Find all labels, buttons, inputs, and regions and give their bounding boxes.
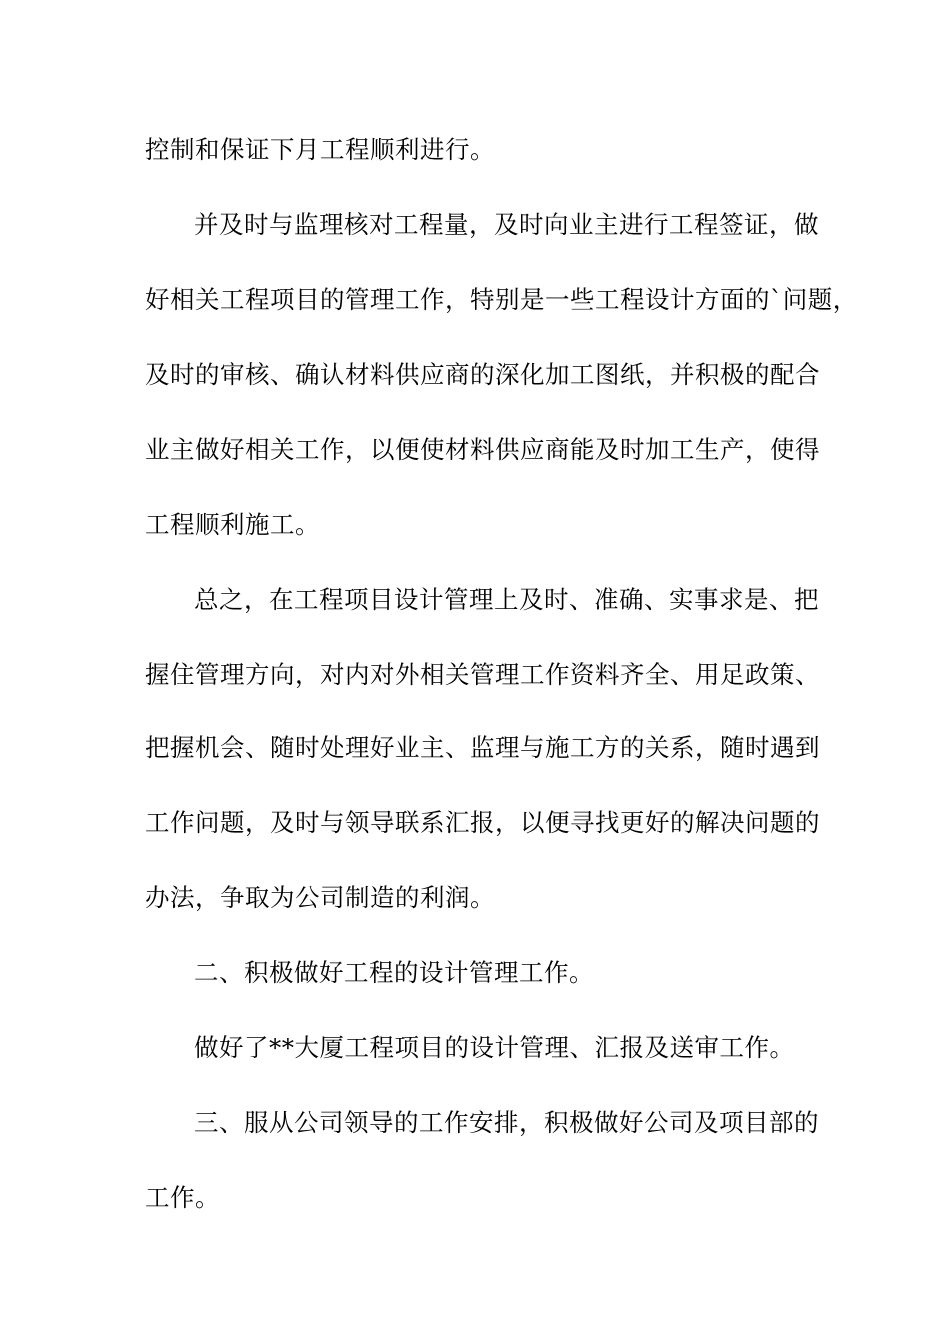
text-line: 业主做好相关工作，以便使材料供应商能及时加工生产，使得 [145,435,820,464]
text-line: 及时的审核、确认材料供应商的深化加工图纸，并积极的配合 [145,360,820,389]
section-heading: 三、服从公司领导的工作安排，积极做好公司及项目部的 [194,1108,819,1137]
text-line: 工程顺利施工。 [145,510,320,539]
text-line: 好相关工程项目的管理工作，特别是一些工程设计方面的`问题， [145,285,858,314]
text-line: 控制和保证下月工程顺利进行。 [145,135,495,164]
text-line: 握住管理方向，对内对外相关管理工作资料齐全、用足政策、 [145,660,820,689]
paragraph-start-line: 做好了**大厦工程项目的设计管理、汇报及送审工作。 [194,1033,795,1062]
text-line: 工作。 [145,1183,220,1212]
text-line: 工作问题，及时与领导联系汇报，以便寻找更好的解决问题的 [145,808,820,837]
text-line: 办法，争取为公司制造的利润。 [145,883,495,912]
text-line: 把握机会、随时处理好业主、监理与施工方的关系，随时遇到 [145,733,820,762]
section-heading: 二、积极做好工程的设计管理工作。 [194,958,594,987]
paragraph-start-line: 并及时与监理核对工程量，及时向业主进行工程签证，做 [194,210,819,239]
paragraph-start-line: 总之，在工程项目设计管理上及时、准确、实事求是、把 [194,585,819,614]
